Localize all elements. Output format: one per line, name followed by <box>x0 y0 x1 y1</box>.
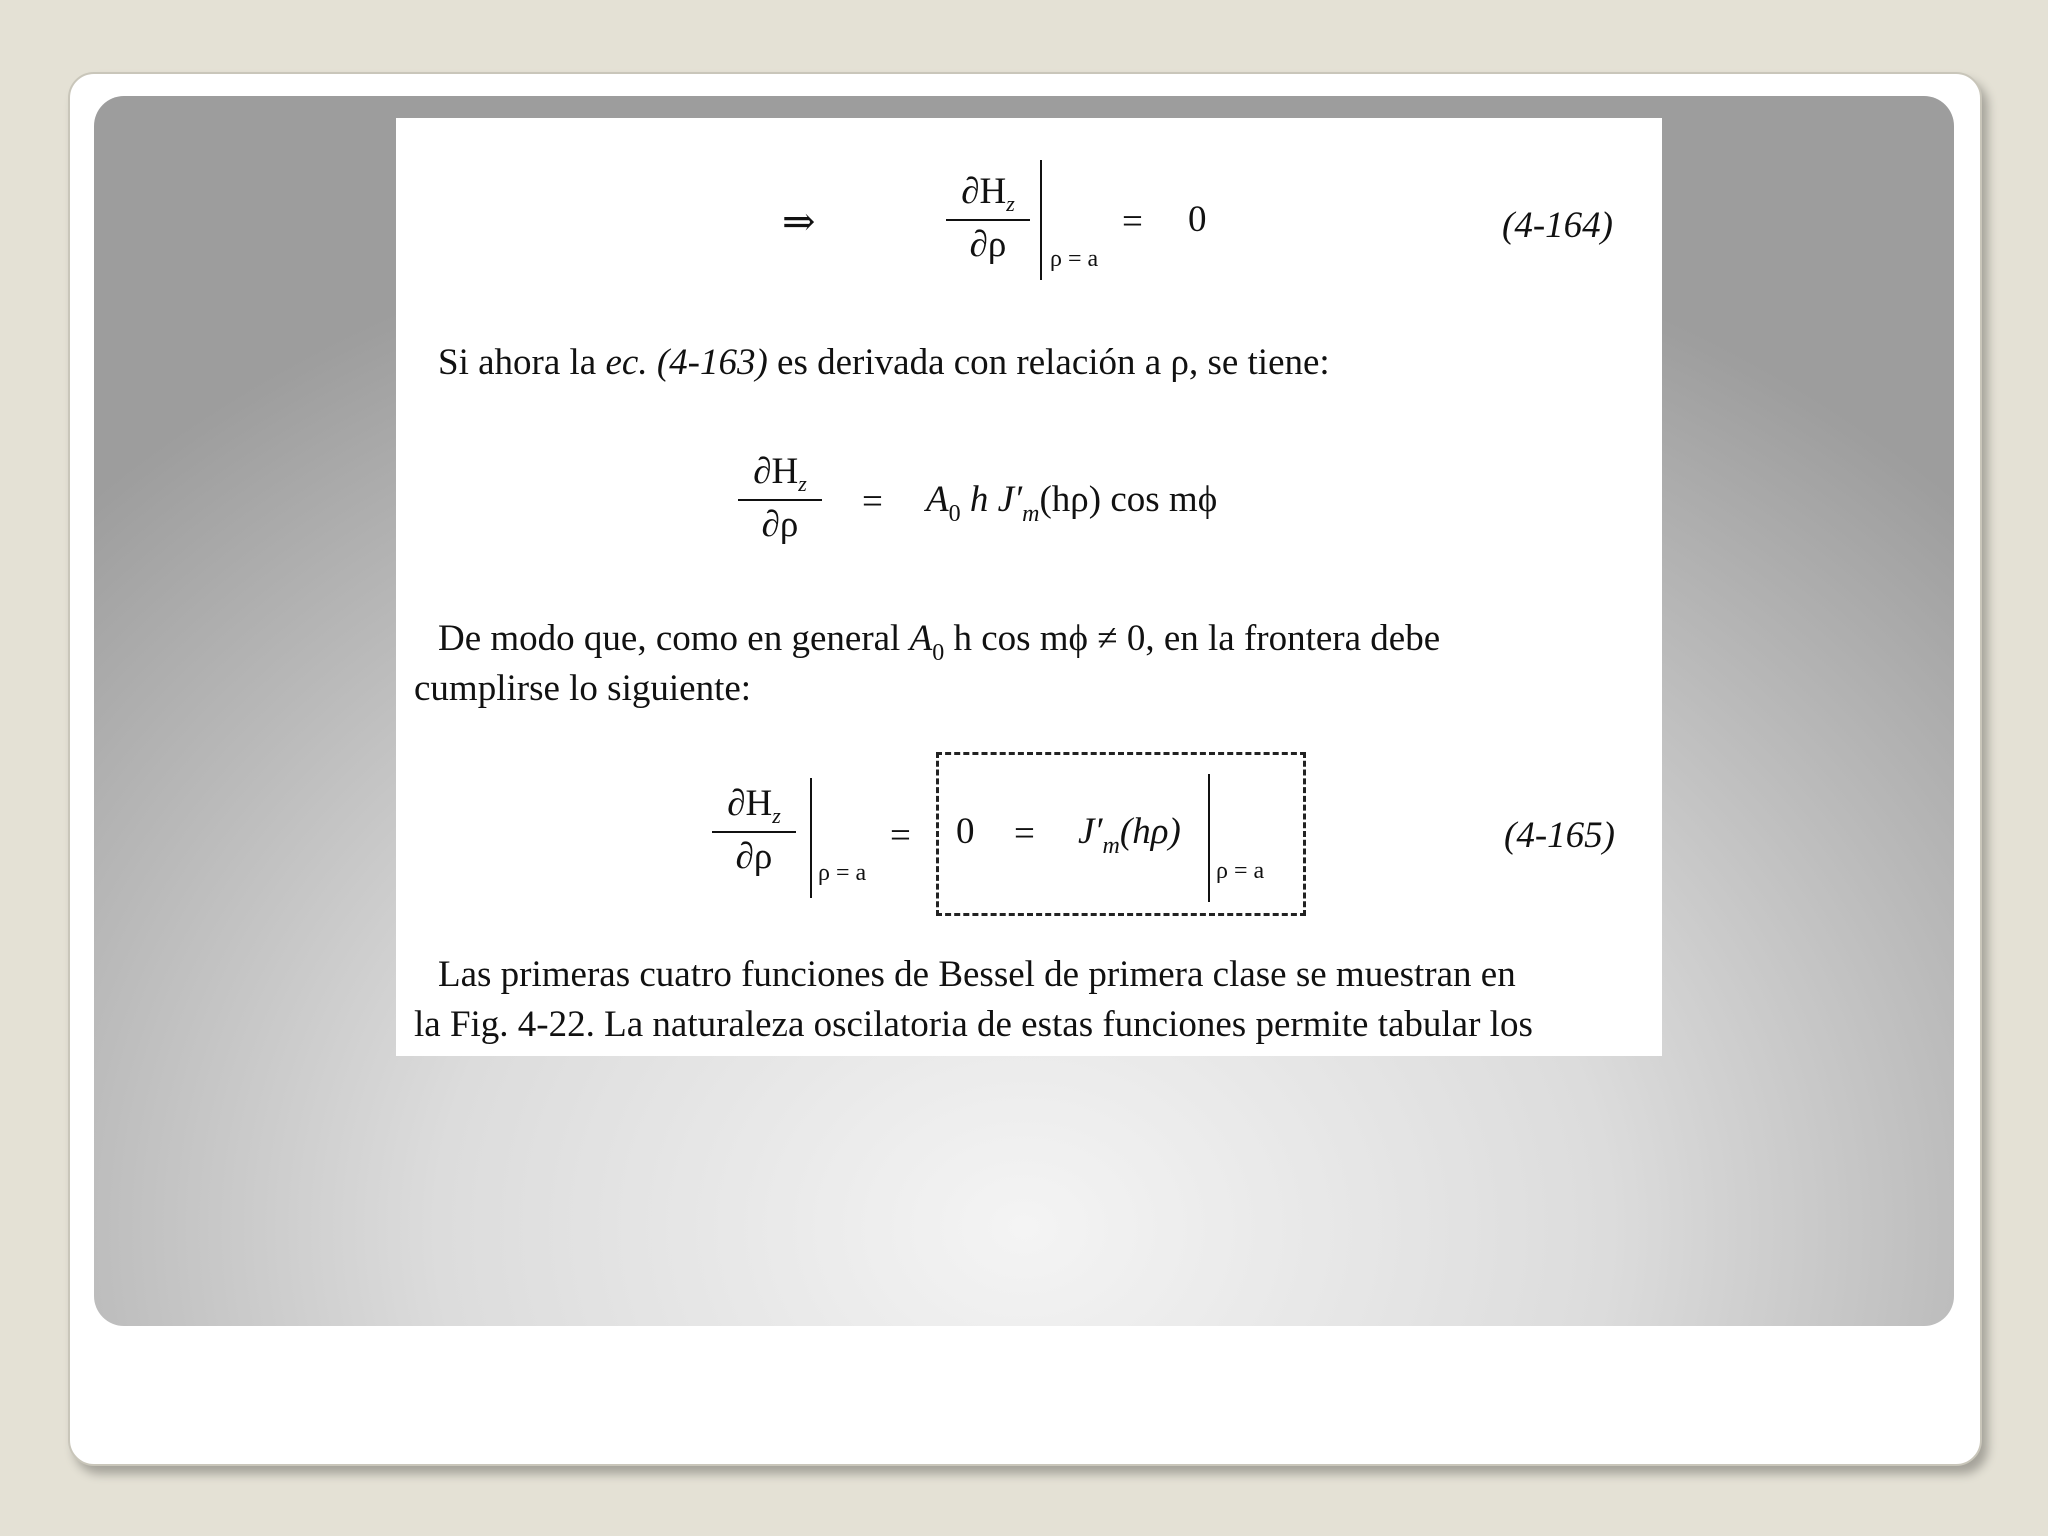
eq-165-condition: ρ = a <box>818 860 867 886</box>
derivative-rhs: $A_0$ h $J'_m(h\rho)$ cos mϕ <box>926 479 1218 527</box>
paragraph-2-line-1: De modo que, como en general $A_0$ h cos mϕ ≠ 0, en la frontera debe <box>438 618 1441 666</box>
eq-165-evaluation-bar <box>810 778 812 898</box>
eq-164-evaluation-bar <box>1040 160 1042 280</box>
paragraph-3-line-1: Las primeras cuatro funciones de Bessel de primera clase se muestran en <box>438 954 1516 995</box>
derivative-numerator: ∂H <box>753 451 799 492</box>
eq-165-equals: = <box>890 815 911 856</box>
boxed-evaluation-bar <box>1208 774 1210 902</box>
boxed-rhs: $J'_m(h\rho)$ <box>1078 811 1181 859</box>
derivative-sub: z <box>798 471 807 496</box>
paragraph-2-line-2: cumplirse lo siguiente: <box>414 668 752 709</box>
eq-165-numerator: ∂H <box>727 783 773 824</box>
derivative-fraction <box>738 450 822 546</box>
textbook-excerpt-image <box>396 118 1662 1056</box>
derivative-equals: = <box>862 481 883 522</box>
eq-165-sub: z <box>772 803 781 828</box>
eq-164-sub: z <box>1006 191 1015 216</box>
eq-165-denominator: ∂ρ <box>735 836 773 877</box>
derivative-denominator: ∂ρ <box>761 504 799 545</box>
equation-reference: ec. (4-163) <box>605 342 768 383</box>
paragraph-3-line-2: la Fig. 4-22. La naturaleza oscilatoria de estas funciones permite tabular los <box>414 1004 1533 1045</box>
eq-164-rhs: 0 <box>1188 199 1207 240</box>
implies-arrow: ⇒ <box>782 199 816 244</box>
eq-164-condition: ρ = a <box>1050 246 1099 272</box>
equation-number-4-164: (4-164) <box>1502 205 1613 246</box>
eq-165-derivative-fraction <box>712 782 796 878</box>
eq-164-numerator: ∂H <box>961 171 1007 212</box>
paragraph-1: Si ahora la ec. (4-163) es derivada con relación a ρ, se tiene: <box>438 342 1330 383</box>
boxed-condition: ρ = a <box>1216 858 1265 884</box>
eq-164-equals: = <box>1122 201 1143 242</box>
equation-number-4-165: (4-165) <box>1504 815 1615 856</box>
eq-164-derivative-fraction <box>946 170 1030 266</box>
boxed-lhs: 0 <box>956 811 975 852</box>
boxed-equals: = <box>1014 813 1035 854</box>
eq-164-denominator: ∂ρ <box>969 224 1007 265</box>
